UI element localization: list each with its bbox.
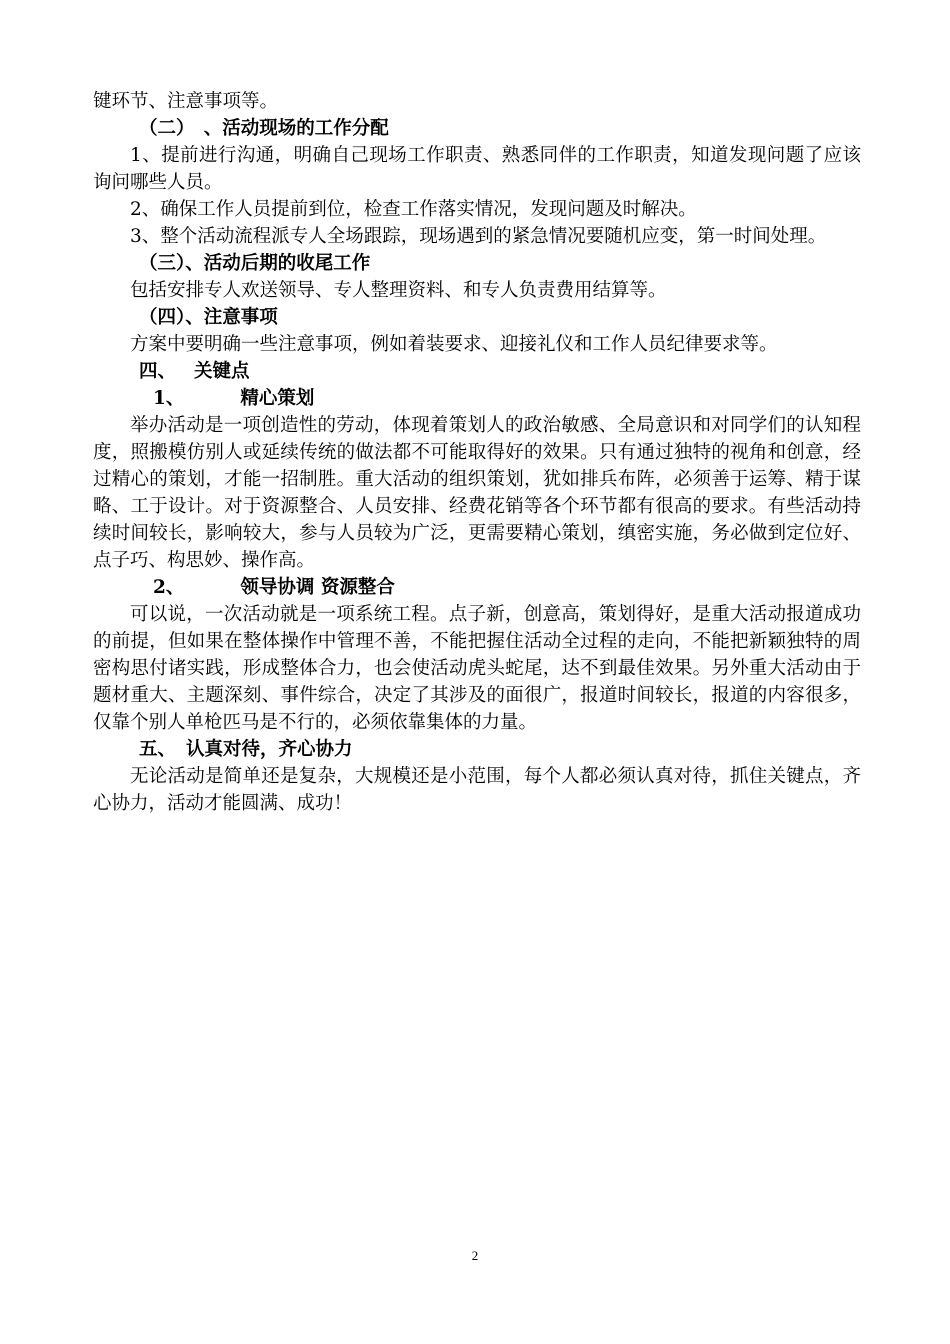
heading-number: 五、: [139, 739, 177, 760]
heading-text: 领导协调 资源整合: [240, 577, 395, 598]
chapter-heading: [93, 736, 861, 763]
paragraph: 1、提前进行沟通，明确自己现场工作职责、熟悉同伴的工作职责，知道发现问题了应该询问哪些人员。: [93, 145, 861, 193]
chapter-heading: [93, 358, 861, 385]
heading-number: 2、: [153, 577, 185, 598]
section-heading: （三）、活动后期的收尾工作: [139, 253, 371, 274]
page-number: 2: [471, 1248, 479, 1263]
heading-number: 四、: [139, 361, 177, 382]
subsection-heading: [93, 385, 861, 412]
paragraph: 包括安排专人欢送领导、专人整理资料、和专人负责费用结算等。: [130, 280, 667, 301]
paragraph: 2、确保工作人员提前到位，检查工作落实情况，发现问题及时解决。: [130, 199, 697, 220]
paragraph: 键环节、注意事项等。: [93, 91, 279, 112]
heading-number: 1、: [153, 388, 185, 409]
subsection-heading: [93, 574, 861, 601]
heading-text: 精心策划: [240, 388, 315, 409]
paragraph: 方案中要明确一些注意事项，例如着装要求、迎接礼仪和工作人员纪律要求等。: [130, 334, 778, 355]
heading-text: 关键点: [194, 361, 250, 382]
section-heading: （二） 、活动现场的工作分配: [139, 118, 389, 139]
paragraph: 举办活动是一项创造性的劳动，体现着策划人的政治敏感、全局意识和对同学们的认知程度，照搬模仿别人或延续传统的做法都不可能取得好的效果。只有通过独特的视角和创意，经过精心的策划，才能一招制胜。重大活动的组织策划，犹如排兵布阵，必须善于运筹、精于谋略、工于设计。对于资源整合、人员安排、经费花销等各个环节都有很高的要求。有些活动持续时间较长，影响较大，参与人员较为广泛，更需要精心策划，缜密实施，务必做到定位好、点子巧、构思妙、操作高。: [93, 415, 861, 571]
paragraph: 可以说，一次活动就是一项系统工程。点子新，创意高，策划得好，是重大活动报道成功的前提，但如果在整体操作中管理不善，不能把握住活动全过程的走向，不能把新颖独特的周密构思付诸实践，形成整体合力，也会使活动虎头蛇尾，达不到最佳效果。另外重大活动由于题材重大、主题深刻、事件综合，决定了其涉及的面很广，报道时间较长，报道的内容很多，仅靠个别人单枪匹马是不行的，必须依靠集体的力量。: [93, 604, 861, 733]
document-page: [93, 88, 861, 817]
heading-text: 认真对待，齐心协力: [186, 739, 353, 760]
paragraph: 无论活动是简单还是复杂，大规模还是小范围，每个人都必须认真对待，抓住关键点，齐心协力，活动才能圆满、成功！: [93, 766, 861, 814]
section-heading: （四）、注意事项: [139, 307, 278, 328]
paragraph: 3、整个活动流程派专人全场跟踪，现场遇到的紧急情况要随机应变，第一时间处理。: [130, 226, 827, 247]
